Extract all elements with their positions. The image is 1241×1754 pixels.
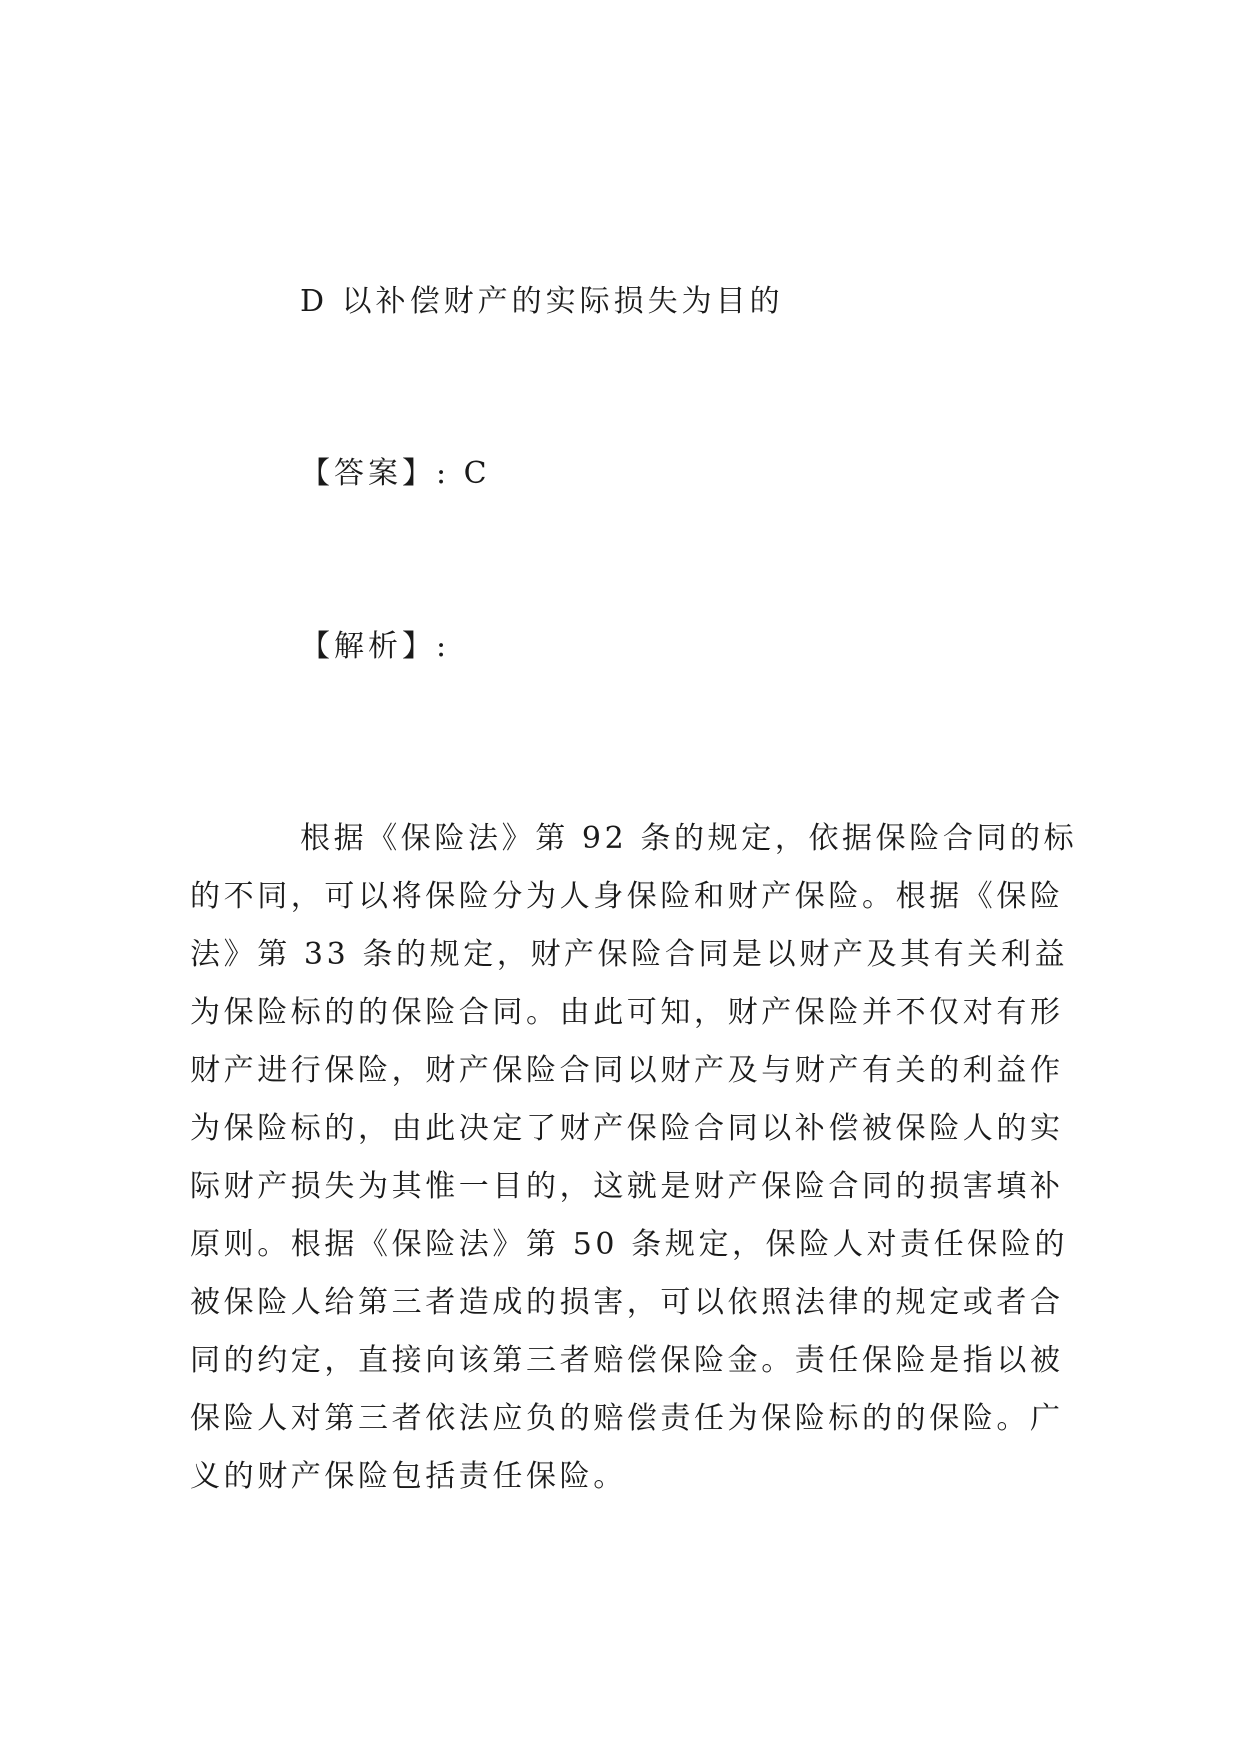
- paragraph-line: 际财产损失为其惟一目的，这就是财产保险合同的损害填补: [190, 1169, 1064, 1204]
- option-d-text: D 以补偿财产的实际损失为目的: [300, 284, 784, 319]
- analysis-label: 【解析】:: [300, 629, 451, 664]
- paragraph-line: 原则。根据《保险法》第 50 条规定，保险人对责任保险的: [190, 1227, 1069, 1262]
- paragraph-line: 义的财产保险包括责任保险。: [190, 1459, 627, 1494]
- paragraph-line: 同的约定，直接向该第三者赔偿保险金。责任保险是指以被: [190, 1343, 1064, 1378]
- paragraph-line: 的不同，可以将保险分为人身保险和财产保险。根据《保险: [190, 879, 1064, 914]
- paragraph-line: 保险人对第三者依法应负的赔偿责任为保险标的的保险。广: [190, 1401, 1064, 1436]
- analysis-paragraph: [190, 810, 1078, 1506]
- paragraph-line: 财产进行保险，财产保险合同以财产及与财产有关的利益作: [190, 1053, 1064, 1088]
- paragraph-line: 被保险人给第三者造成的损害，可以依照法律的规定或者合: [190, 1285, 1064, 1320]
- paragraph-line: 为保险标的，由此决定了财产保险合同以补偿被保险人的实: [190, 1111, 1064, 1146]
- answer-line: 【答案】: C: [300, 456, 491, 491]
- paragraph-line: 法》第 33 条的规定，财产保险合同是以财产及其有关利益: [190, 937, 1069, 972]
- paragraph-line: 根据《保险法》第 92 条的规定，依据保险合同的标: [300, 821, 1078, 856]
- paragraph-line: 为保险标的的保险合同。由此可知，财产保险并不仅对有形: [190, 995, 1064, 1030]
